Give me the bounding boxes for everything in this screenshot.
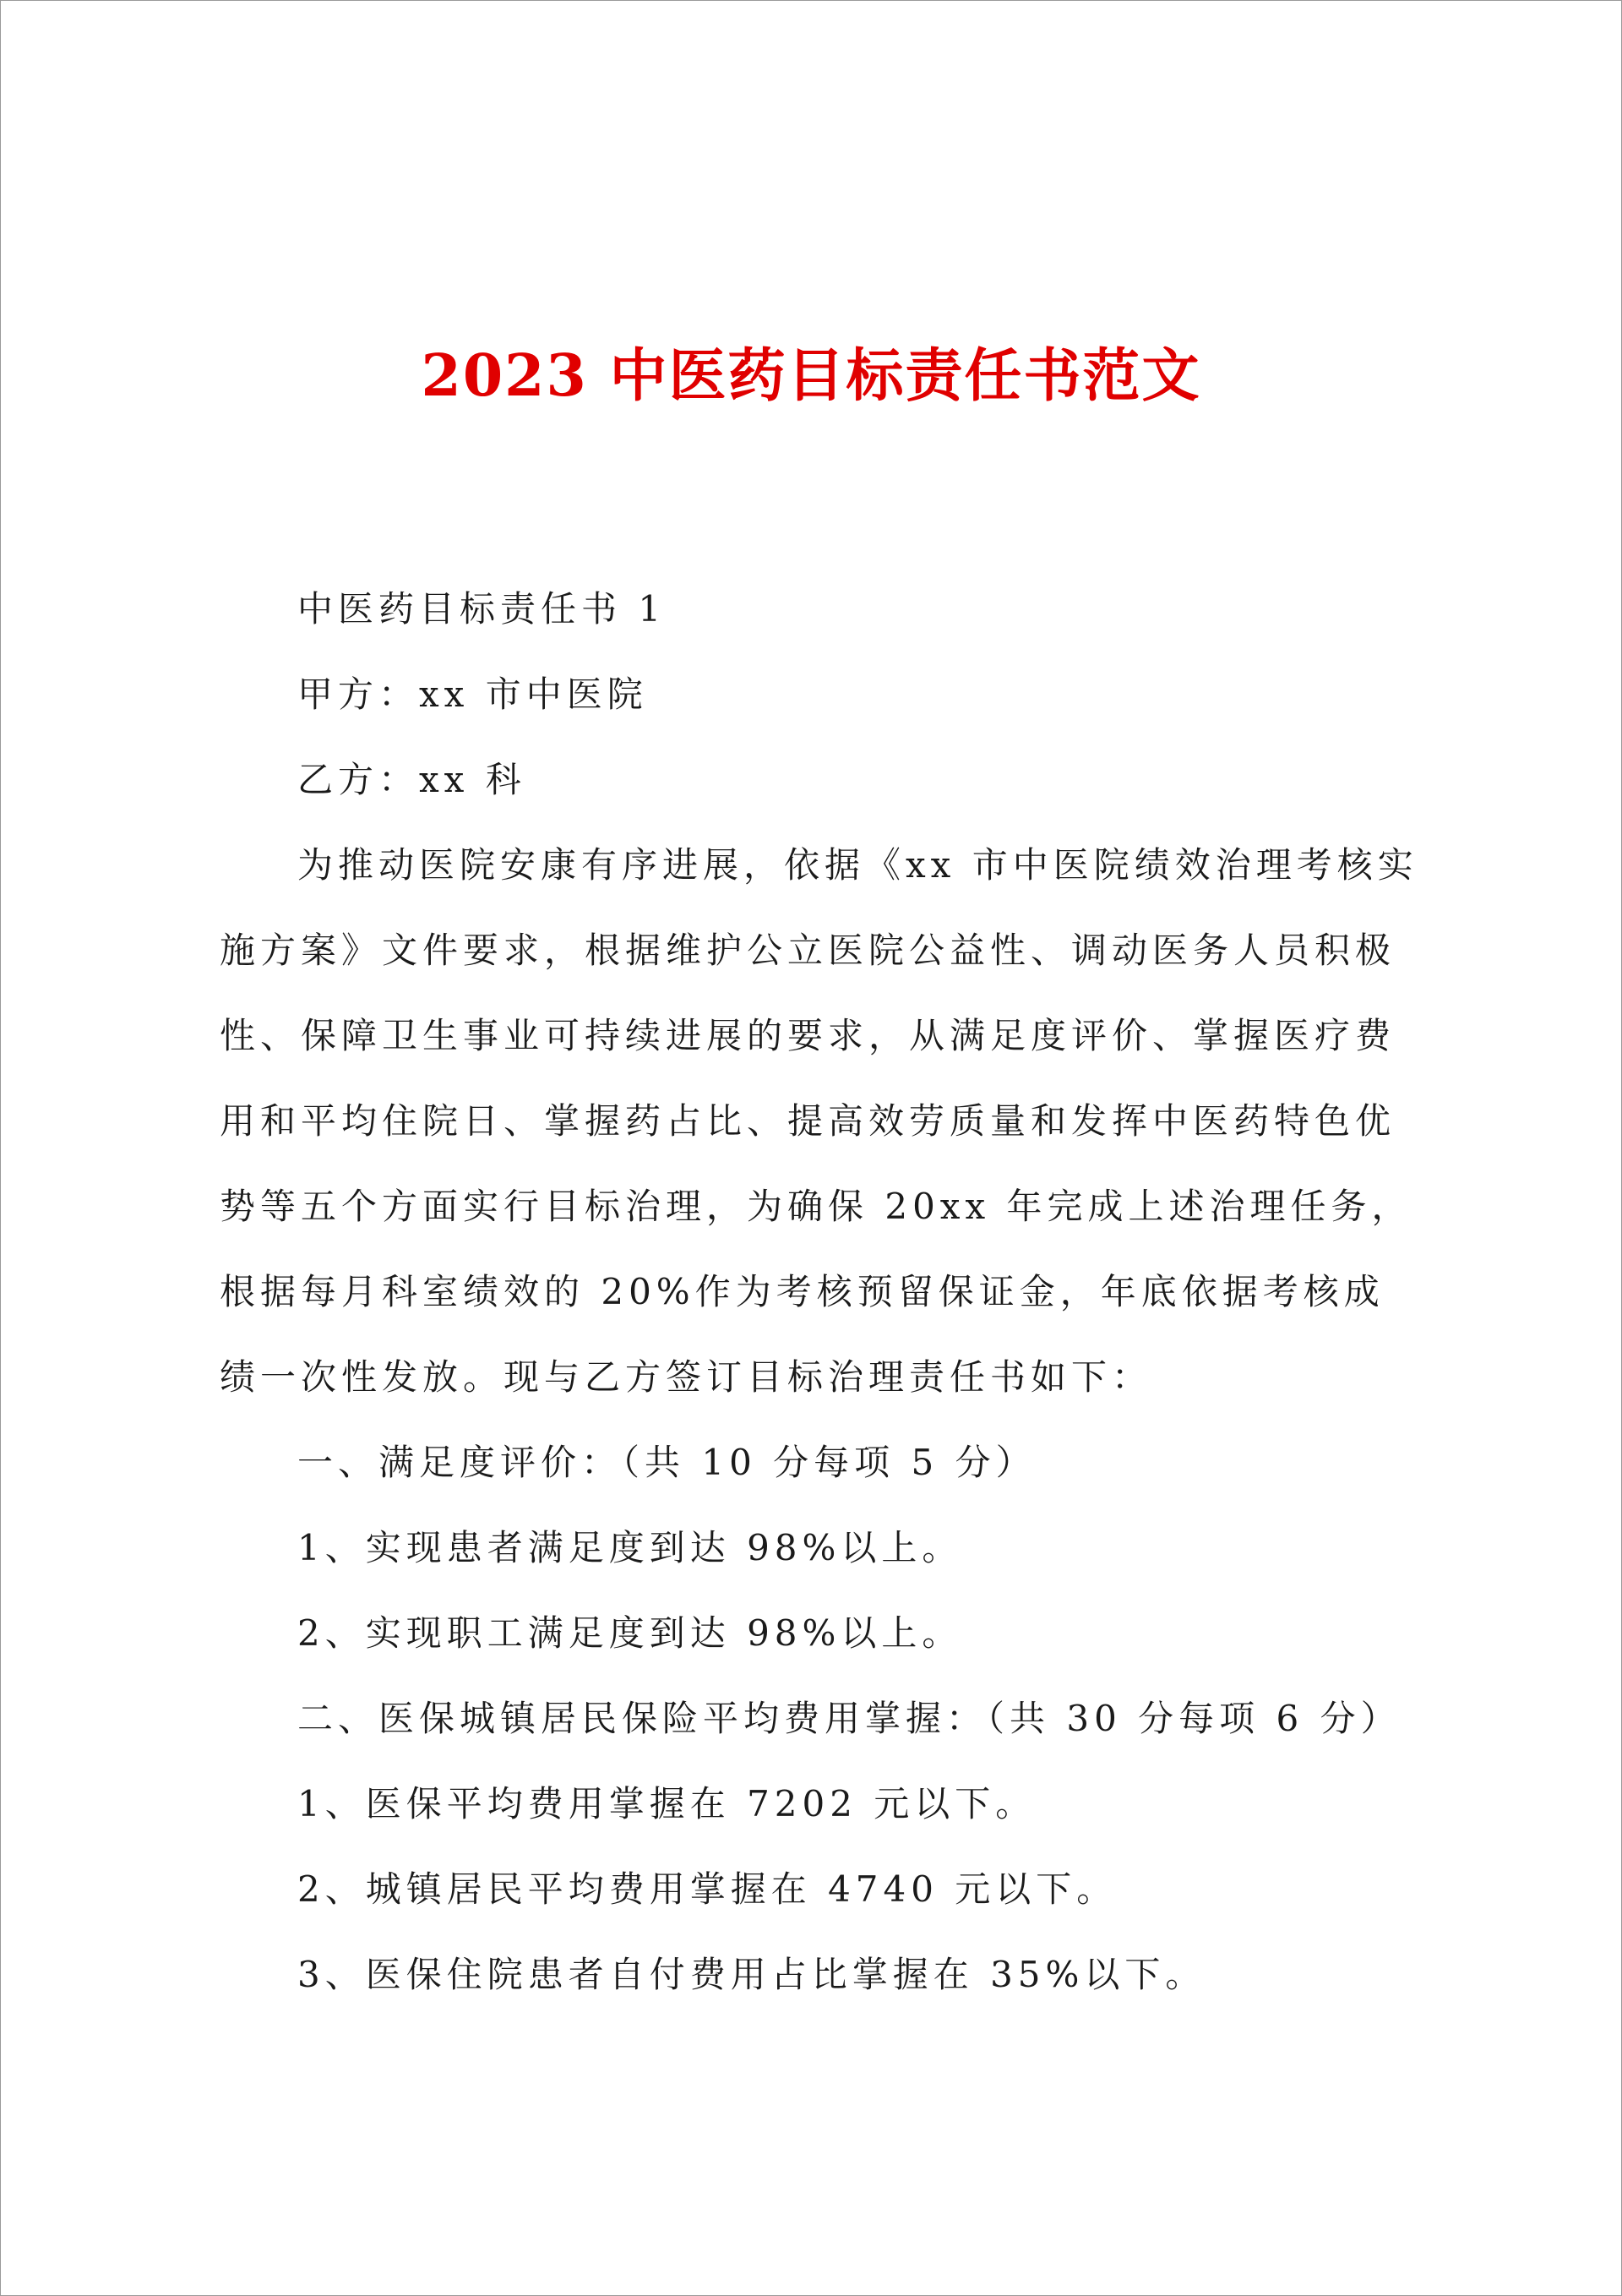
list-item: 3、医保住院患者自付费用占比掌握在 35%以下。 <box>297 1954 1206 1995</box>
list-item: 2、实现职工满足度到达 98%以上。 <box>297 1612 963 1654</box>
document-body <box>220 566 1419 2017</box>
list-item: 1、实现患者满足度到达 98%以上。 <box>297 1527 963 1568</box>
item-heading-satisfaction: 一、满足度评价：（共 10 分每项 5 分） <box>297 1442 1037 1483</box>
list-item: 1、医保平均费用掌握在 7202 元以下。 <box>297 1783 1037 1824</box>
party-a-line: 甲方：xx 市中医院 <box>297 674 648 715</box>
party-b-line: 乙方：xx 科 <box>297 759 526 800</box>
intro-paragraph: 为推动医院安康有序进展，依据《xx 市中医院绩效治理考核实施方案》文件要求，根据维护公立医院公益性、调动医务人员积极性、保障卫生事业可持续进展的要求，从满足度评价、掌握医疗费用和平均住院日、掌握药占比、提高效劳质量和发挥中医药特色优势等五个方面实行目标治理，为确保 20xx 年完成上述治理任务，根据每月科室绩效的 20%作为考核预留保证金，年底依据考核成绩一次性发放。现与乙方签订目标治理责任书如下： <box>220 844 1418 1398</box>
section-heading: 中医药目标责任书 1 <box>297 588 667 630</box>
document-title: 2023 中医药目标责任书范文 <box>421 342 1201 410</box>
list-item: 2、城镇居民平均费用掌握在 4740 元以下。 <box>297 1868 1118 1910</box>
item-heading-insurance: 二、医保城镇居民保险平均费用掌握：（共 30 分每项 6 分） <box>297 1698 1402 1739</box>
